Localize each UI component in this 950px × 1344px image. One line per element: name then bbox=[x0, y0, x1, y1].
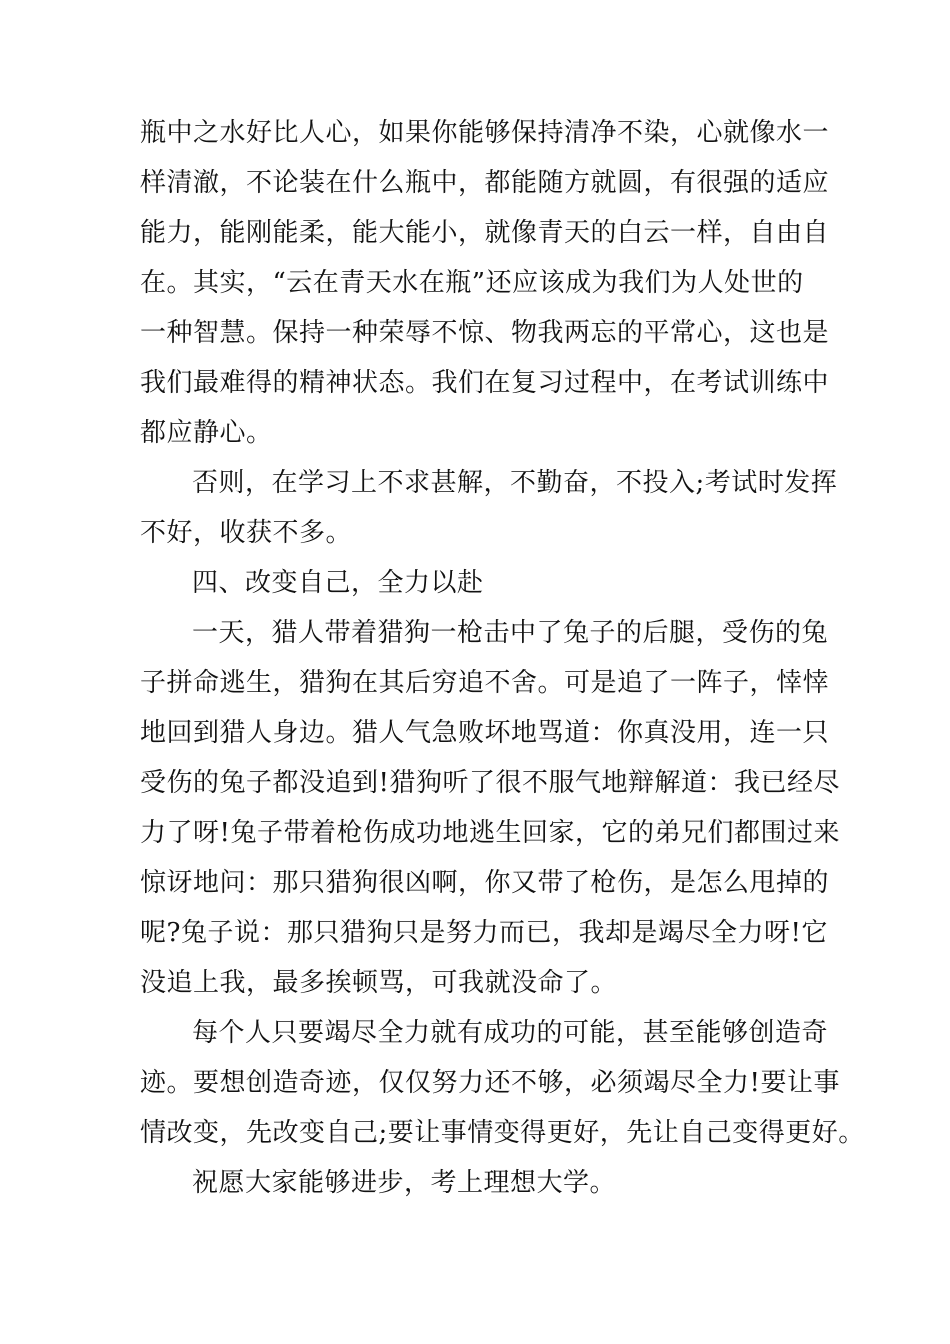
text-line: 样清澈，不论装在什么瓶中，都能随方就圆，有很强的适应 bbox=[140, 168, 830, 198]
text-line: 惊讶地问：那只猎狗很凶啊，你又带了枪伤，是怎么甩掉的 bbox=[140, 868, 830, 898]
text-line: 一种智慧。保持一种荣辱不惊、物我两忘的平常心，这也是 bbox=[140, 318, 830, 348]
text-line: 在。其实，“云在青天水在瓶”还应该成为我们为人处世的 bbox=[140, 268, 804, 298]
text-line: 都应静心。 bbox=[140, 418, 273, 448]
closing-line: 祝愿大家能够进步，考上理想大学。 bbox=[192, 1168, 617, 1198]
text-line: 地回到猎人身边。猎人气急败坏地骂道：你真没用，连一只 bbox=[140, 718, 830, 748]
section-heading: 四、改变自己，全力以赴 bbox=[192, 568, 484, 598]
text-line: 我们最难得的精神状态。我们在复习过程中，在考试训练中 bbox=[140, 368, 830, 398]
paragraph-start-line: 一天，猎人带着猎狗一枪击中了兔子的后腿，受伤的兔 bbox=[192, 618, 829, 648]
text-line: 子拼命逃生，猎狗在其后穷追不舍。可是追了一阵子，悻悻 bbox=[140, 668, 830, 698]
text-line: 能力，能刚能柔，能大能小，就像青天的白云一样，自由自 bbox=[140, 218, 830, 248]
text-line: 瓶中之水好比人心，如果你能够保持清净不染，心就像水一 bbox=[140, 118, 830, 148]
text-line: 受伤的兔子都没追到!猎狗听了很不服气地辩解道：我已经尽 bbox=[140, 768, 840, 798]
text-line: 呢?兔子说：那只猎狗只是努力而已，我却是竭尽全力呀!它 bbox=[140, 918, 828, 948]
text-line: 没追上我，最多挨顿骂，可我就没命了。 bbox=[140, 968, 618, 998]
paragraph-start-line: 每个人只要竭尽全力就有成功的可能，甚至能够创造奇 bbox=[192, 1018, 829, 1048]
text-line: 迹。要想创造奇迹，仅仅努力还不够，必须竭尽全力!要让事 bbox=[140, 1068, 840, 1098]
text-line: 情改变，先改变自己;要让事情变得更好，先让自己变得更好。 bbox=[140, 1118, 865, 1148]
text-line: 力了呀!兔子带着枪伤成功地逃生回家，它的弟兄们都围过来 bbox=[140, 818, 840, 848]
text-line: 不好，收获不多。 bbox=[140, 518, 353, 548]
paragraph-start-line: 否则，在学习上不求甚解，不勤奋，不投入;考试时发挥 bbox=[192, 468, 838, 498]
